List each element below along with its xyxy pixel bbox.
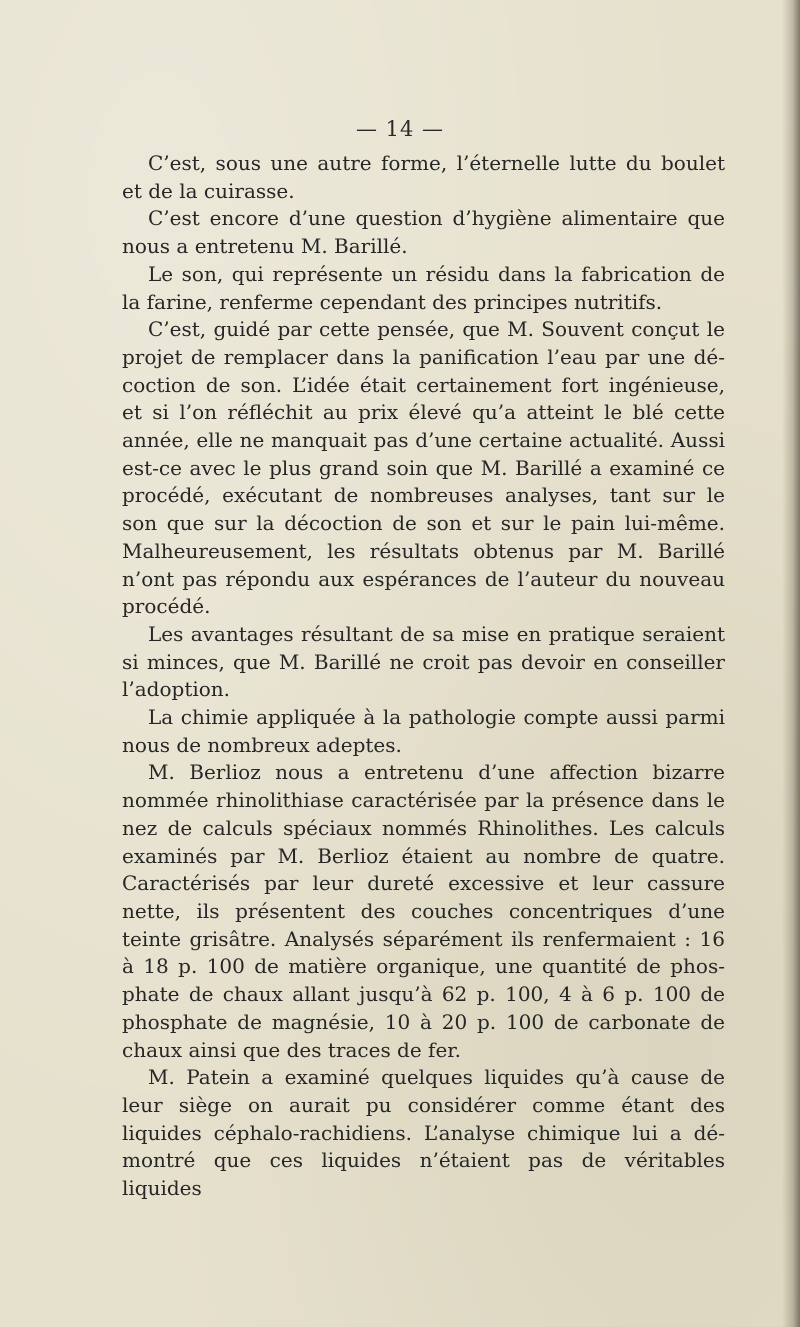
- paragraph-2: C’est encore d’une question d’hygiène alimentaire que nous a entretenu M. Barillé.: [122, 206, 725, 259]
- paragraph-3: Le son, qui représente un résidu dans la fabrication de la farine, renferme cependant des principes nutritifs.: [122, 261, 725, 314]
- paragraph-5: Les avantages résultant de sa mise en pratique seraient si minces, que M. Barillé ne croit pas devoir en conseiller l’adoption.: [122, 621, 725, 702]
- paragraph-1: C’est, sous une autre forme, l’éternelle lutte du boulet et de la cuirasse.: [122, 151, 725, 203]
- paragraph-8: M. Patein a examiné quelques liquides qu’à cause de leur siège on aurait pu considérer comme étant des liquides céphalo-rachidiens. L’analyse chimique lui a démontré que ces liquides n’étaient pas de véritables liquides: [122, 1065, 725, 1201]
- paragraph-7: M. Berlioz nous a entretenu d’une affection bizarre nommée rhinolithiase caractérisée par la présence dans le nez de calculs spéciaux nommés Rhinolithes. Les calculs examinés par M. Berlioz étaient au nombre de quatre. Caractérisés par leur dureté excessive et leur cassure nette, ils présentent des couches concentriques d’une teinte grisâtre. Analysés séparément ils renfermaient : 16 à 18 p. 100 de matière organique, une quantité de phosphate de chaux allant jusqu’à 62 p. 100, 4 à 6 p. 100 de phosphate de magnésie, 10 à 20 p. 100 de carbonate de chaux ainsi que des traces de fer.: [122, 760, 725, 1062]
- paragraph-6: La chimie appliquée à la pathologie compte aussi parmi nous de nombreux adeptes.: [122, 705, 725, 757]
- page-edge-shadow: [782, 0, 800, 1327]
- body-text: [122, 150, 725, 1203]
- paragraph-4: C’est, guidé par cette pensée, que M. Souvent conçut le projet de remplacer dans la panification l’eau par une décoction de son. L’idée était certainement fort ingénieuse, et si l’on réfléchit au prix élevé qu’a atteint le blé cette année, elle ne manquait pas d’une certaine actualité. Aussi est-ce avec le plus grand soin que M. Barillé a examiné ce procédé, exécutant de nombreuses analyses, tant sur le son que sur la décoction de son et sur le pain lui-même. Malheureusement, les résultats obtenus par M. Barillé n’ont pas répondu aux espérances de l’auteur du nouveau procédé.: [122, 317, 725, 619]
- page-number: — 14 —: [355, 117, 445, 141]
